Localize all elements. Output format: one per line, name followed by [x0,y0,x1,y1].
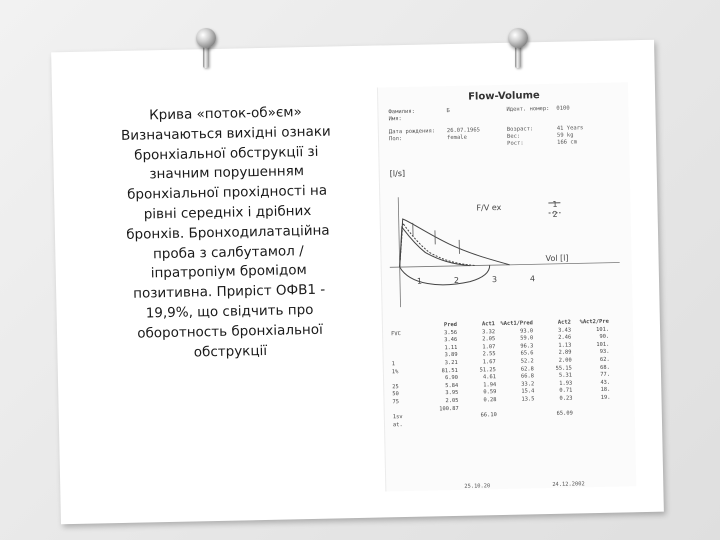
table-cell: 33.2 [521,381,535,388]
table-cell [459,420,497,428]
info-label: Пол: [388,136,403,143]
y-unit-label: [l/s] [389,168,406,179]
table-cell: 51.25 [479,366,496,374]
fv-label: F/V ex [476,202,502,213]
table-cell: 62.8 [520,365,534,373]
info-value: 0100 [556,105,570,112]
table-header-cell: Act2 [557,319,571,326]
text-line: бронхів. Бронходилатаційна [126,222,330,243]
table-cell: 1.93 [559,380,573,387]
table-cell: 59.0 [520,335,534,342]
text-line: іпратропіум бромідом [150,262,307,282]
table-cell: FVC [391,330,401,337]
info-label: Вес: [506,133,521,140]
slide-paper [51,40,664,525]
info-value: female [446,134,467,142]
table-cell: 100.87 [439,405,459,412]
table-cell: 6.90 [444,375,459,382]
table-cell: 50 [392,391,399,398]
info-value: 41 Years [556,125,584,132]
table-cell: 4.61 [482,374,497,381]
info-block-right-values [556,105,583,147]
table-cell: 101. [596,326,610,333]
table-cell: 96.3 [520,343,534,350]
text-line: Крива «поток-об»єм» [148,104,302,124]
footer-left: 25.10.20 [464,483,491,490]
table-cell: 0.28 [483,397,497,404]
legend-2: 2 [552,209,558,219]
info-block-mid [446,107,480,142]
table-cell: 2.89 [558,349,572,357]
table-cell: 75 [392,399,400,406]
info-value: 26.07.1965 [446,127,481,135]
text-line: значним порушенням [149,163,305,183]
text-line: позитивна. Приріст ОФВ1 - [133,281,326,302]
x-tick: 2 [453,275,460,285]
table-cell: 3.56 [444,329,458,336]
table-cell: 1.07 [482,343,496,351]
table-cell: 66.10 [480,412,497,419]
table-cell: 1.67 [482,359,496,366]
table-cell: 93. [599,349,610,356]
slide-description [82,102,373,365]
table-cell: 65.09 [556,410,573,417]
report-title: Flow-Volume [468,90,540,103]
table-cell: 2.05 [445,397,459,405]
table-cell: 19. [600,394,611,401]
table-cell: 43. [600,379,611,386]
table-cell: 5.84 [445,382,459,389]
table-header-cell: %Act1/Pred [500,320,533,328]
table-cell [573,417,611,425]
table-header-cell: %Act2/Pre [579,318,609,326]
table-cell: 3.46 [444,337,458,344]
table-cell: 52.2 [520,358,534,365]
text-line: бронхіальної обструкції зі [134,143,319,164]
table-cell: 68. [600,364,610,371]
text-line: оборотность бронхіальної [137,321,323,342]
table-cell: 1 [391,361,396,368]
text-line: рівні середніх і дрібних [143,202,312,223]
table-cell: 25 [392,383,399,391]
table-cell: 1.13 [558,342,572,349]
flow-volume-graph [388,192,626,317]
x-tick: 3 [491,275,498,285]
table-cell: 93.0 [520,327,534,335]
info-label: Имя: [388,116,402,123]
table-cell: at. [392,421,403,429]
table-cell: 0.23 [559,395,573,402]
x-tick: 1 [416,276,423,286]
info-label: Дата рождения: [388,128,436,136]
table-cell: 0.71 [559,387,573,395]
info-value: 166 cm [557,139,578,146]
table-cell: 2.00 [558,357,572,364]
table-cell: 0.59 [483,389,497,396]
table-cell: 66.8 [520,373,535,380]
table-cell: 2.46 [558,334,572,341]
info-label: Рост: [507,140,524,147]
text-line: Визначаються вихідні ознаки [120,123,331,144]
table-cell: 77. [600,371,611,379]
table-cell: 1sv [392,414,403,421]
text-line: 19,9%, що свідчить про [145,301,314,322]
table-header-cell: Pred [443,321,457,329]
table-header-cell: Act1 [481,321,495,328]
table-cell: 55.15 [555,365,572,372]
text-line: обструкції [193,342,268,361]
table-cell: 1.11 [444,344,458,351]
table-cell: 3.89 [444,352,458,359]
table-cell: 90. [599,333,610,341]
pushpin-icon [196,28,216,72]
x-tick: 4 [529,274,536,284]
table-cell [497,419,535,427]
info-block-left [388,108,435,143]
info-label: Идент. номер: [506,105,550,113]
table-cell [421,421,459,429]
table-cell: 62. [599,356,610,363]
info-value: 59 kg [556,132,574,139]
info-block-right [506,106,550,148]
table-cell: 3.32 [482,328,496,335]
flow-curve-2 [399,222,476,268]
text-line: проба з салбутамол / [152,242,304,262]
info-label: Фамилия: [388,108,416,116]
table-cell: 1.94 [483,381,497,389]
table-cell: 1% [391,368,399,375]
pushpin-icon [508,28,528,72]
table-cell: 2.55 [482,351,496,358]
legend-1: 1 [552,199,558,209]
inspiratory-curve [400,265,490,285]
table-cell: 65.6 [520,350,534,357]
table-cell: 3.21 [444,359,458,367]
table-cell: 3.95 [445,390,459,397]
table-cell: 13.5 [521,396,535,403]
footer-right: 24.12.2002 [552,481,585,488]
table-cell: 101. [596,341,610,348]
table-cell: 18. [600,387,611,394]
info-label: Возраст: [506,126,534,133]
predicted-curve [399,217,510,267]
table-cell: 81.51 [441,367,458,374]
table-body [391,326,611,429]
info-value: Б [446,108,450,115]
table-cell: 3.43 [558,327,572,334]
results-table [391,319,611,430]
table-cell [535,418,573,426]
spirometry-report-image [377,82,636,491]
x-unit-label: Vol [l] [545,253,569,264]
table-cell: 5.31 [558,372,573,379]
table-cell: 15.4 [521,388,535,395]
text-line: бронхіальної прохідності на [126,182,328,203]
table-cell: 2.05 [482,336,496,343]
